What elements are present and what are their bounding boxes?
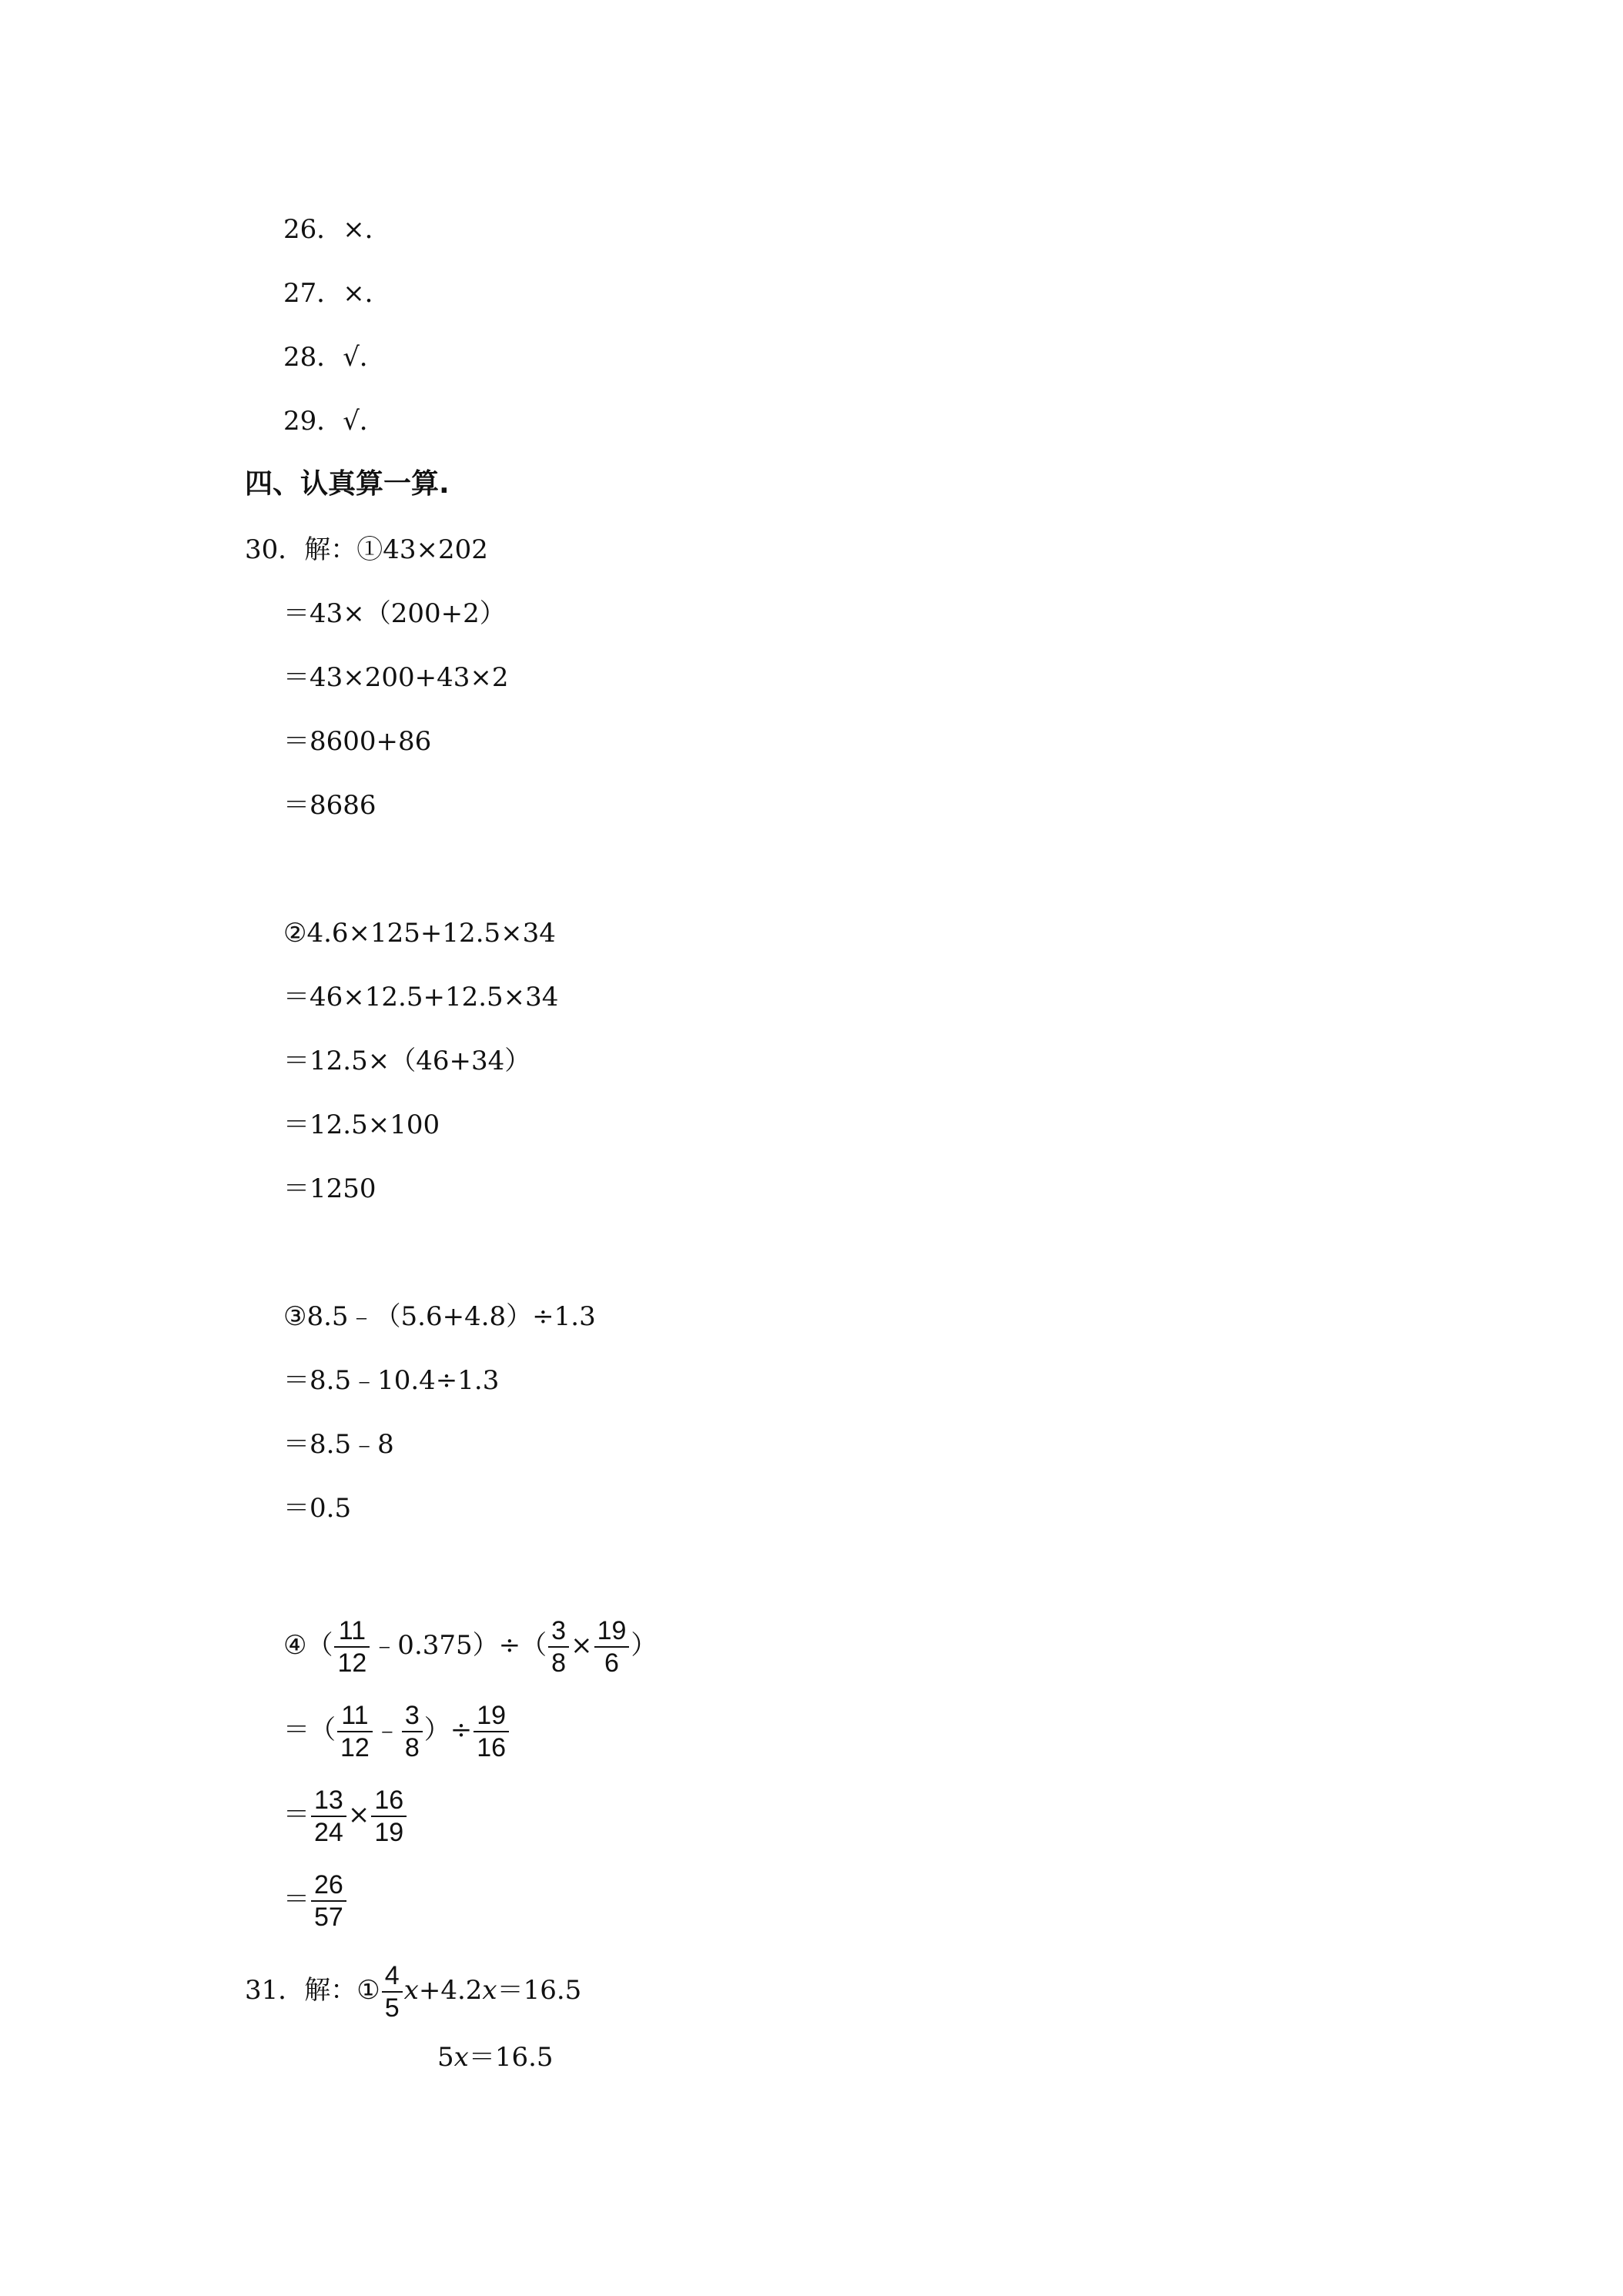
denominator: 8 [404,1733,420,1762]
fraction [334,1615,370,1678]
q30-p2-step: ＝46×12.5+12.5×34 [283,982,559,1012]
answer-mark: √． [343,406,386,437]
fraction [382,1960,403,2023]
q30-p1-step: ＝43×（200+2） [283,598,506,629]
answer-number: 28． [283,342,343,373]
denominator: 6 [604,1648,619,1678]
circled-number: ① [356,1975,380,2006]
denominator: 16 [477,1733,507,1762]
q30-p2-step: ＝12.5×100 [283,1110,440,1140]
expression-part: ＝16.5 [468,2042,554,2073]
q30-label: 30．解： [245,534,357,565]
numerator: 11 [334,1615,370,1648]
q30-p2-expression: ②4.6×125+12.5×34 [283,918,556,949]
answer-29 [283,406,386,437]
q31-line-1 [245,1960,581,2023]
variable: x [453,2042,469,2073]
section-heading: 四、认真算一算. [245,468,450,500]
multiply-operator: × [347,1799,370,1830]
variable: x [403,1975,419,2006]
equals-paren: ＝（ [283,1715,336,1745]
numerator: 3 [402,1700,423,1732]
q30-p4-expression [283,1615,657,1678]
equals-sign: ＝ [283,1884,310,1915]
q30-p1-result: ＝8686 [283,790,376,821]
answer-27 [283,278,391,309]
circled-number: ④ [283,1630,307,1661]
q30-p1-step: ＝8600+86 [283,726,432,757]
numerator: 4 [382,1960,403,1993]
q30-line-1 [245,534,488,565]
numerator: 19 [474,1700,509,1732]
fraction [548,1615,569,1678]
numerator: 19 [594,1615,630,1648]
q31-step-1 [437,2042,554,2073]
fraction [311,1785,346,1848]
answer-mark: √． [343,342,386,373]
q30-p3-expression: ③8.5﹣（5.6+4.8）÷1.3 [283,1301,596,1332]
fraction [371,1785,407,1848]
numerator: 11 [337,1700,373,1732]
fraction [594,1615,630,1678]
minus-operator: ﹣ [373,1715,400,1745]
operator-text: ﹣0.375）÷（ [371,1630,547,1661]
q30-p4-result [283,1869,348,1933]
q30-p4-step-1 [283,1700,510,1763]
denominator: 12 [337,1648,367,1678]
q30-p3-step: ＝8.5﹣10.4÷1.3 [283,1365,500,1396]
q30-p3-step: ＝8.5﹣8 [283,1429,394,1460]
coefficient: 5 [437,2042,454,2073]
denominator: 19 [374,1818,404,1847]
numerator: 3 [548,1615,569,1648]
fraction [311,1869,346,1933]
fraction [337,1700,373,1763]
variable: x [482,1975,497,2006]
q30-p4-step-2 [283,1785,408,1848]
denominator: 12 [340,1733,370,1762]
numerator: 26 [311,1869,346,1902]
expression-part: +4.2 [418,1975,483,2006]
answer-number: 26． [283,214,343,245]
answer-mark: ×． [343,214,391,245]
q31-label: 31．解： [245,1975,357,2006]
q30-p2-step: ＝12.5×（46+34） [283,1046,531,1076]
expression-part: ＝16.5 [497,1975,582,2006]
q30-p1-expression: ①43×202 [356,534,488,565]
close-paren: ） [631,1630,658,1661]
answer-mark: ×． [343,278,391,309]
numerator: 16 [371,1785,407,1817]
equals-sign: ＝ [283,1799,310,1830]
open-paren: （ [306,1630,333,1661]
q30-p3-result: ＝0.5 [283,1493,352,1524]
operator-text: ）÷ [423,1715,473,1745]
answer-number: 29． [283,406,343,437]
denominator: 57 [314,1903,343,1932]
denominator: 8 [551,1648,567,1678]
answer-number: 27． [283,278,343,309]
q30-p2-result: ＝1250 [283,1173,376,1204]
answer-26 [283,214,391,245]
q30-p1-step: ＝43×200+43×2 [283,662,509,693]
fraction [402,1700,423,1763]
denominator: 5 [384,1993,400,2023]
numerator: 13 [311,1785,346,1817]
multiply-operator: × [571,1630,593,1661]
fraction [474,1700,509,1763]
denominator: 24 [314,1818,343,1847]
answer-28 [283,342,386,373]
